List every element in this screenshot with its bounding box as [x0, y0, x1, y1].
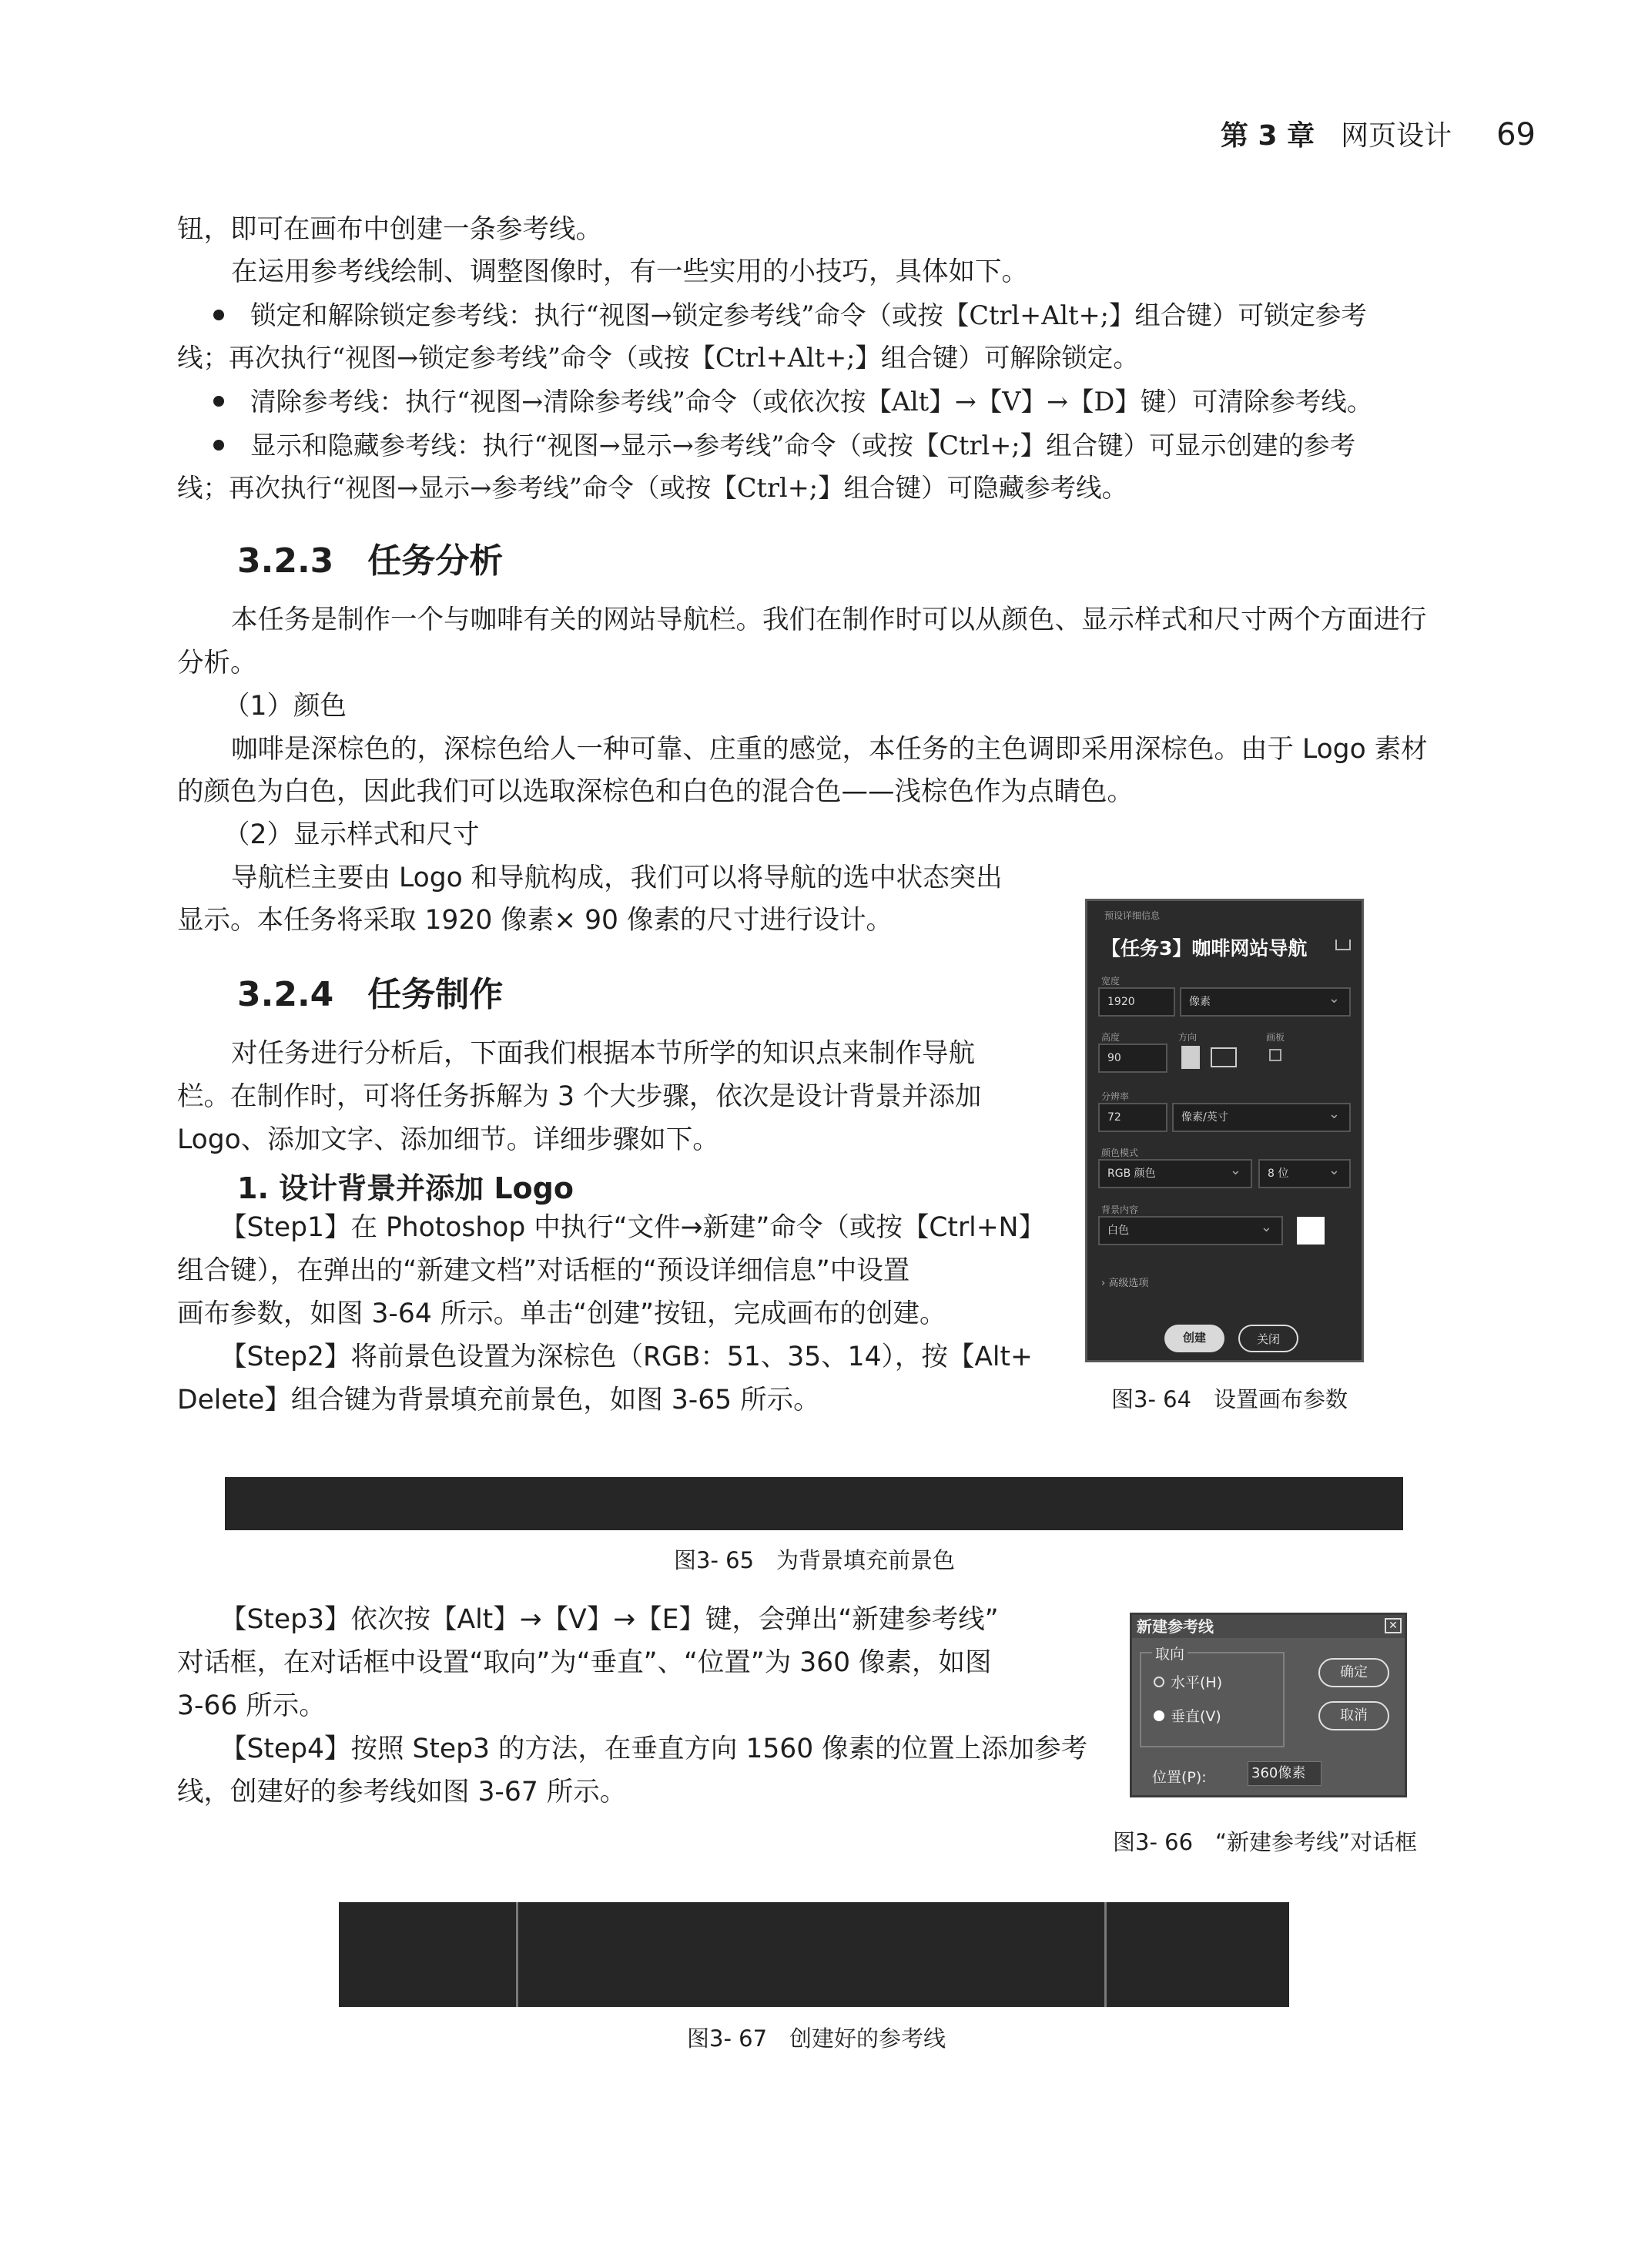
- bullet-continuation: 线；再次执行“视图→显示→参考线”命令（或按【Ctrl+;】组合键）可隐藏参考线。: [177, 473, 1128, 503]
- bullet-item: [213, 294, 1367, 337]
- width-input[interactable]: 1920: [1098, 987, 1175, 1017]
- paragraph-line: 组合键），在弹出的“新建文档”对话框的“预设详细信息”中设置: [177, 1255, 910, 1286]
- resolution-input[interactable]: 72: [1098, 1103, 1167, 1132]
- figure-caption: 图3- 66 “新建参考线”对话框: [1113, 1829, 1418, 1855]
- section-label: 网页设计: [1341, 120, 1452, 152]
- bullet-continuation: 线；再次执行“视图→锁定参考线”命令（或按【Ctrl+Alt+;】组合键）可解除锁定。: [177, 343, 1139, 373]
- bullet-dot: [213, 310, 224, 320]
- vertical-radio[interactable]: [1154, 1710, 1164, 1721]
- paragraph-line: 画布参数，如图 3-64 所示。单击“创建”按钮，完成画布的创建。: [177, 1298, 946, 1329]
- paragraph-line: 咖啡是深棕色的，深棕色给人一种可靠、庄重的感觉，本任务的主色调即采用深棕色。由于 Logo 素材: [231, 734, 1428, 765]
- paragraph-line: 【Step1】在 Photoshop 中执行“文件→新建”命令（或按【Ctrl+N】: [220, 1212, 1045, 1243]
- paragraph-line: 栏。在制作时，可将任务拆解为 3 个大步骤，依次是设计背景并添加: [177, 1081, 982, 1112]
- paragraph-line: 导航栏主要由 Logo 和导航构成，我们可以将导航的选中状态突出: [231, 863, 1003, 893]
- bullet-text: 锁定和解除锁定参考线：执行“视图→锁定参考线”命令（或按【Ctrl+Alt+;】组合键）可锁定参考: [250, 300, 1367, 330]
- color-mode-select[interactable]: RGB 颜色 ⌄: [1098, 1159, 1252, 1188]
- orientation-label: 方向: [1178, 1032, 1198, 1043]
- figure-caption: 图3- 67 创建好的参考线: [687, 2025, 946, 2052]
- horizontal-label: 水平(H): [1171, 1674, 1223, 1691]
- paragraph-line: 显示。本任务将采取 1920 像素× 90 像素的尺寸进行设计。: [177, 905, 893, 936]
- paragraph-line: 线，创建好的参考线如图 3-67 所示。: [177, 1777, 627, 1807]
- paragraph-line: 【Step4】按照 Step3 的方法，在垂直方向 1560 像素的位置上添加参考: [220, 1734, 1088, 1764]
- subheading-style-size: （2）显示样式和尺寸: [223, 819, 480, 850]
- bullet-text: 显示和隐藏参考线：执行“视图→显示→参考线”命令（或按【Ctrl+;】组合键）可显示创建的参考: [250, 430, 1356, 461]
- preset-details-label: 预设详细信息: [1104, 910, 1161, 921]
- paragraph-line: Delete】组合键为背景填充前景色，如图 3-65 所示。: [177, 1385, 820, 1415]
- running-header: [1221, 114, 1536, 153]
- bullet-item: [213, 424, 1355, 467]
- close-icon[interactable]: ✕: [1385, 1618, 1402, 1633]
- new-document-panel: [1085, 899, 1364, 1362]
- background-label: 背景内容: [1101, 1204, 1139, 1215]
- paragraph-line: 在运用参考线绘制、调整图像时，有一些实用的小技巧，具体如下。: [231, 256, 1028, 287]
- bullet-text: 清除参考线：执行“视图→清除参考线”命令（或依次按【Alt】→【V】→【D】键）可清除参考线。: [250, 387, 1373, 417]
- figure-caption: 图3- 64 设置画布参数: [1111, 1386, 1348, 1412]
- paragraph-line: 【Step3】依次按【Alt】→【V】→【E】键，会弹出“新建参考线”: [220, 1604, 999, 1635]
- horizontal-radio[interactable]: [1154, 1677, 1164, 1687]
- paragraph-line: 3-66 所示。: [177, 1690, 326, 1721]
- resolution-label: 分辨率: [1101, 1091, 1130, 1102]
- height-input[interactable]: 90: [1098, 1044, 1167, 1073]
- chapter-label: 第 3 章: [1220, 120, 1315, 152]
- paragraph-line: 分析。: [177, 648, 257, 678]
- orientation-group: [1140, 1652, 1285, 1747]
- guide-line-360: [516, 1902, 518, 2007]
- bullet-item: [213, 380, 1372, 424]
- background-color-swatch[interactable]: [1297, 1217, 1325, 1245]
- canvas-with-guides: [339, 1902, 1289, 2007]
- width-unit-select[interactable]: 像素 ⌄: [1180, 987, 1351, 1017]
- background-select[interactable]: 白色 ⌄: [1098, 1216, 1283, 1245]
- vertical-label: 垂直(V): [1171, 1708, 1221, 1725]
- paragraph-line: 的颜色为白色，因此我们可以选取深棕色和白色的混合色——浅棕色作为点睛色。: [177, 776, 1134, 807]
- bullet-dot: [213, 396, 224, 407]
- position-label: 位置(P):: [1152, 1769, 1207, 1786]
- create-button[interactable]: 创建: [1164, 1325, 1224, 1352]
- section-heading-3-2-4: 3.2.4 任务制作: [237, 975, 504, 1014]
- close-button[interactable]: 关闭: [1238, 1325, 1298, 1352]
- orientation-label: 取向: [1152, 1643, 1188, 1663]
- new-guide-dialog: [1130, 1613, 1407, 1797]
- landscape-icon[interactable]: [1211, 1047, 1237, 1067]
- paragraph-line: Logo、添加文字、添加细节。详细步骤如下。: [177, 1124, 719, 1155]
- paragraph-line: 本任务是制作一个与咖啡有关的网站导航栏。我们在制作时可以从颜色、显示样式和尺寸两个方面进行: [231, 605, 1427, 635]
- height-label: 高度: [1101, 1032, 1121, 1043]
- document-name[interactable]: 【任务3】咖啡网站导航: [1101, 937, 1308, 960]
- artboard-label: 画板: [1266, 1032, 1285, 1043]
- color-mode-label: 颜色模式: [1101, 1147, 1139, 1158]
- advanced-options-toggle[interactable]: › 高级选项: [1101, 1278, 1149, 1289]
- paragraph-line: 对话框，在对话框中设置“取向”为“垂直”、“位置”为 360 像素，如图: [177, 1647, 992, 1678]
- step-heading: 1. 设计背景并添加 Logo: [237, 1171, 574, 1205]
- subheading-color: （1）颜色: [223, 691, 347, 722]
- bit-depth-select[interactable]: 8 位 ⌄: [1258, 1159, 1351, 1188]
- portrait-icon[interactable]: [1181, 1046, 1200, 1069]
- paragraph-line: 对任务进行分析后，下面我们根据本节所学的知识点来制作导航: [231, 1038, 975, 1069]
- resolution-unit-select[interactable]: 像素/英寸 ⌄: [1172, 1103, 1351, 1132]
- figure-caption: 图3- 65 为背景填充前景色: [674, 1547, 956, 1573]
- position-input[interactable]: 360像素: [1248, 1761, 1321, 1786]
- bullet-dot: [213, 440, 224, 451]
- filled-background-canvas: [225, 1477, 1403, 1530]
- paragraph-line: 【Step2】将前景色设置为深棕色（RGB：51、35、14），按【Alt+: [220, 1342, 1033, 1372]
- guide-line-1560: [1104, 1902, 1107, 2007]
- width-label: 宽度: [1101, 976, 1121, 987]
- section-heading-3-2-3: 3.2.3 任务分析: [237, 541, 504, 581]
- ok-button[interactable]: 确定: [1318, 1658, 1389, 1687]
- cancel-button[interactable]: 取消: [1318, 1701, 1389, 1730]
- page-number: 69: [1496, 117, 1536, 152]
- paragraph-line: 钮，即可在画布中创建一条参考线。: [177, 214, 602, 245]
- dialog-title: 新建参考线: [1132, 1615, 1405, 1638]
- artboard-checkbox[interactable]: [1269, 1049, 1281, 1061]
- save-preset-icon[interactable]: [1335, 940, 1351, 950]
